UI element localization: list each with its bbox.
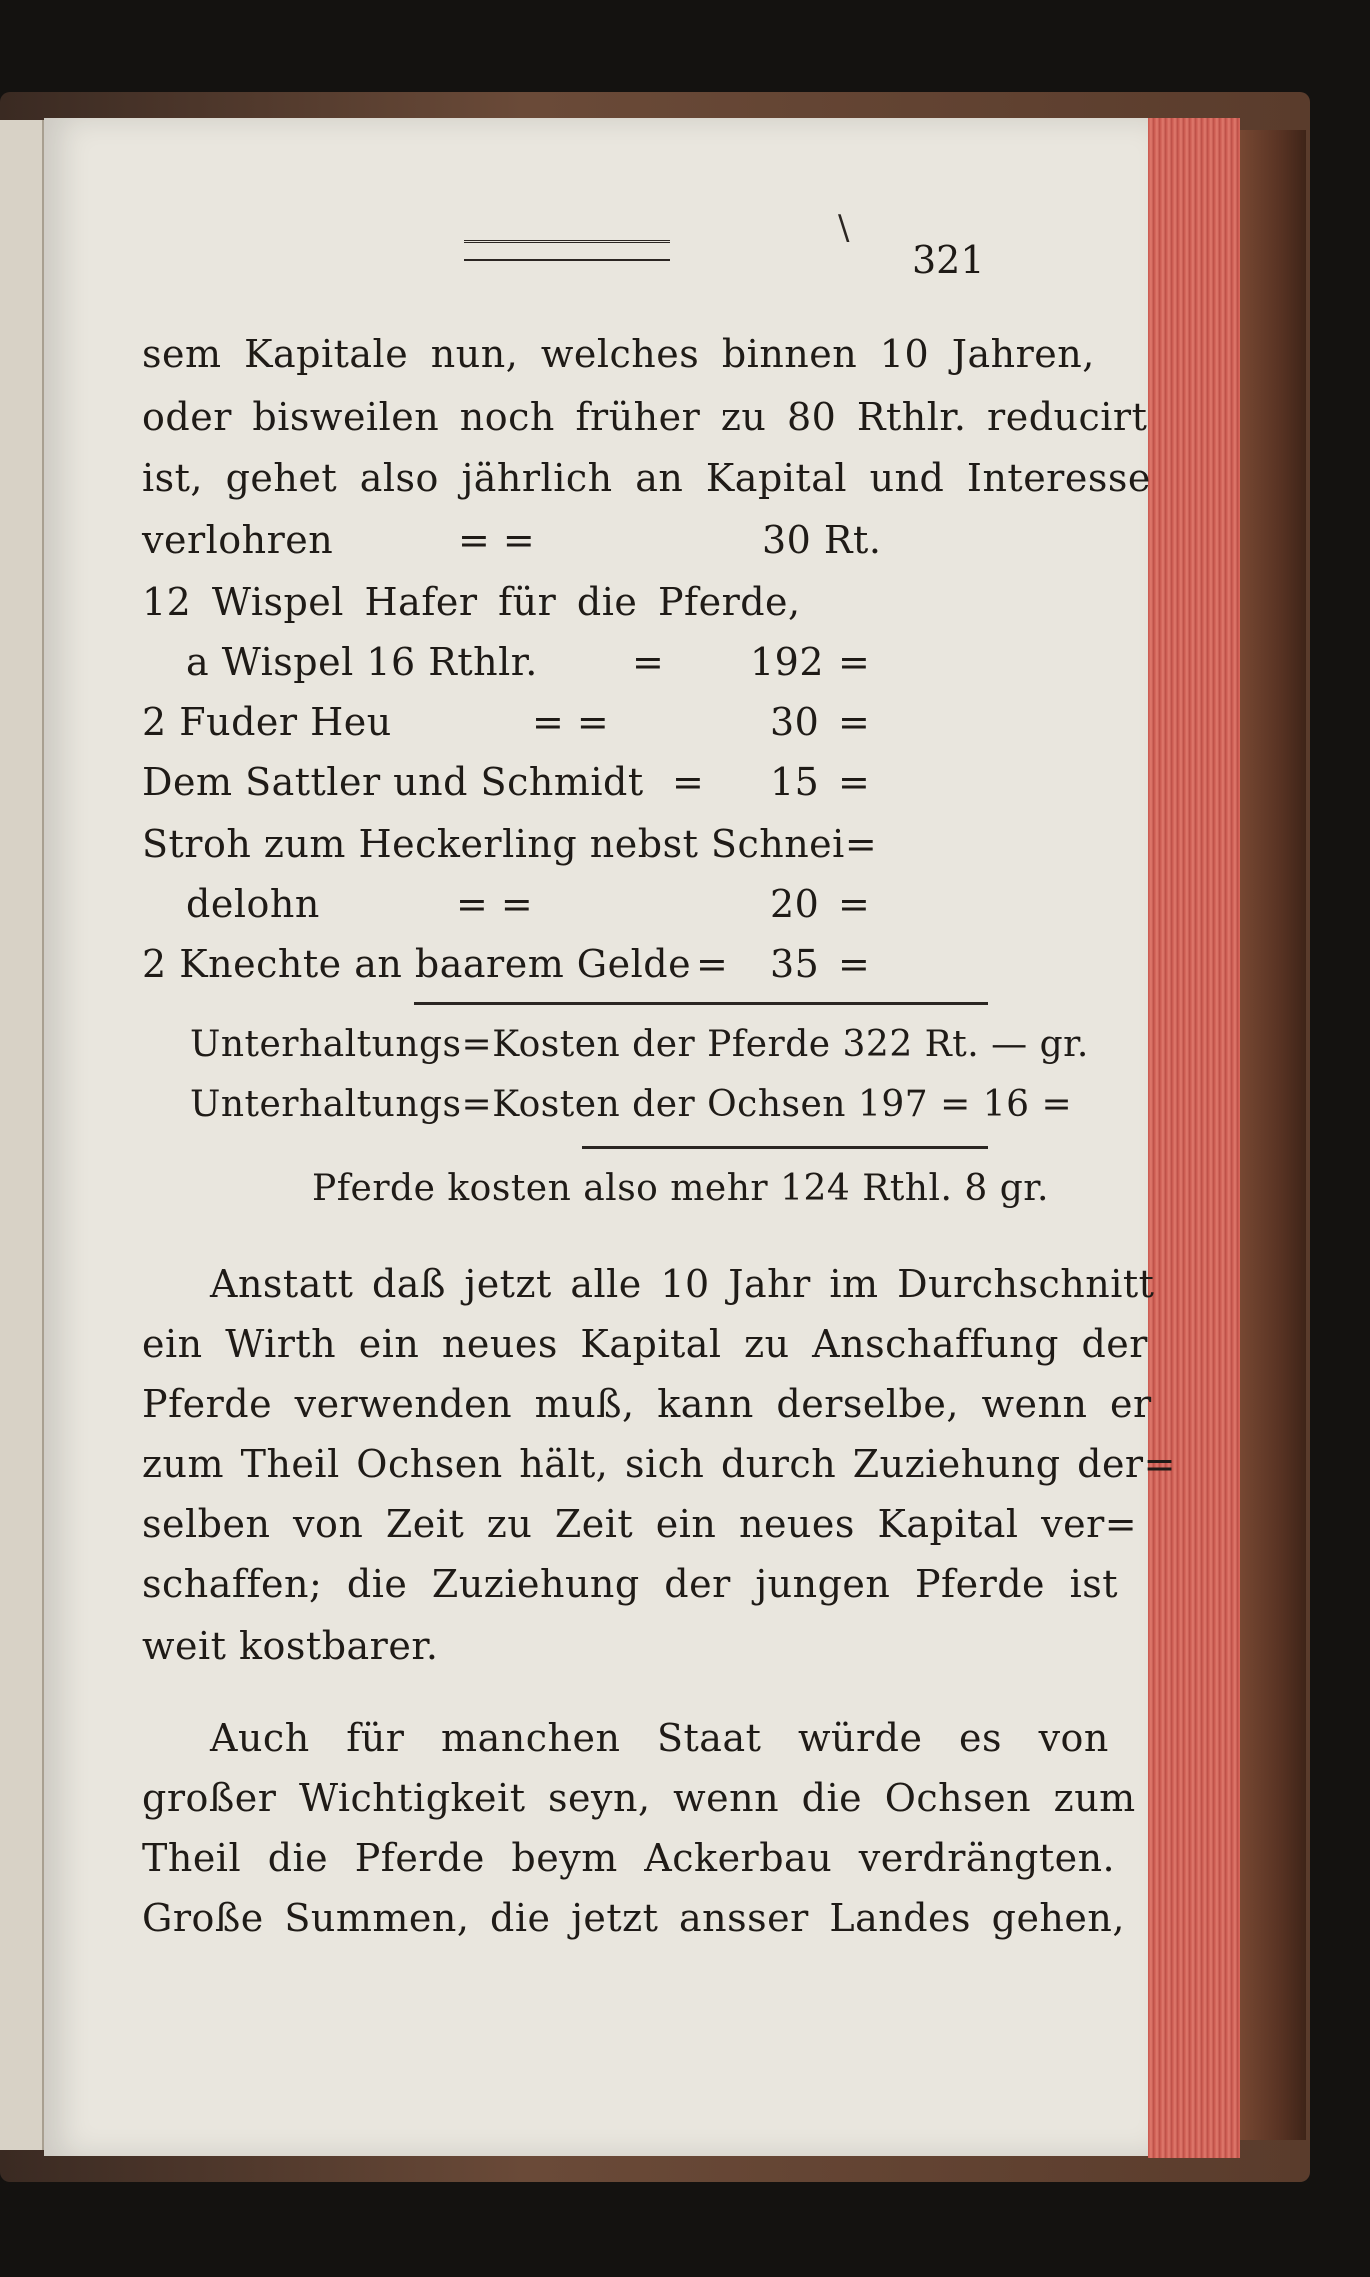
table-row-label: a Wispel 16 Rthlr. [186, 640, 538, 684]
table-row-dots: = = [532, 700, 610, 744]
table-row-dots: = = [456, 882, 534, 926]
table-row-label: delohn [186, 882, 320, 926]
table-row-label: 2 Knechte an baarem Gelde [142, 942, 692, 986]
binding-edge [1236, 130, 1306, 2140]
header-ornament [464, 240, 670, 261]
text-line: zum Theil Ochsen hält, sich durch Zuziehung der= [142, 1442, 1176, 1486]
table-row-unit: = [838, 700, 871, 744]
table-row-amount: 15 [770, 760, 820, 804]
margin-mark: \ [838, 208, 850, 248]
total-horses: Unterhaltungs=Kosten der Pferde 322 Rt. — gr. [190, 1024, 1089, 1065]
difference-rule [582, 1146, 988, 1149]
table-row-label: 12 Wispel Hafer für die Pferde, [142, 580, 801, 624]
table-row-amount: 30 Rt. [762, 518, 882, 562]
text-line: weit kostbarer. [142, 1624, 439, 1668]
page-number: 321 [912, 238, 985, 282]
table-row-label: Stroh zum Heckerling nebst Schnei= [142, 822, 878, 866]
table-row-dots: = [632, 640, 665, 684]
text-line: sem Kapitale nun, welches binnen 10 Jahren, [142, 332, 1095, 376]
table-row-amount: 35 [770, 942, 820, 986]
text-line: großer Wichtigkeit seyn, wenn die Ochsen zum [142, 1776, 1136, 1820]
difference-line: Pferde kosten also mehr 124 Rthl. 8 gr. [312, 1168, 1049, 1209]
red-page-edges [1148, 118, 1240, 2158]
text-line: ist, gehet also jährlich an Kapital und Interesse [142, 456, 1151, 500]
table-row-label: 2 Fuder Heu [142, 700, 392, 744]
text-line: oder bisweilen noch früher zu 80 Rthlr. reducirt [142, 395, 1148, 439]
text-line: Anstatt daß jetzt alle 10 Jahr im Durchschnitt [210, 1262, 1155, 1306]
text-line: Theil die Pferde beym Ackerbau verdrängten. [142, 1836, 1116, 1880]
table-row-label: Dem Sattler und Schmidt [142, 760, 644, 804]
table-row-unit: = [838, 760, 871, 804]
total-oxen: Unterhaltungs=Kosten der Ochsen 197 = 16 = [190, 1084, 1073, 1125]
table-row-unit: = [838, 640, 871, 684]
text-line: selben von Zeit zu Zeit ein neues Kapital ver= [142, 1502, 1138, 1546]
table-row-amount: 192 [750, 640, 825, 684]
text-line: schaffen; die Zuziehung der jungen Pferde ist [142, 1562, 1119, 1606]
table-row-unit: = [838, 882, 871, 926]
table-row-dots: = [696, 942, 729, 986]
table-row-amount: 30 [770, 700, 820, 744]
sum-rule [414, 1002, 988, 1005]
text-line: ein Wirth ein neues Kapital zu Anschaffung der [142, 1322, 1148, 1366]
table-row-dots: = [672, 760, 705, 804]
facing-page-edge [0, 120, 44, 2150]
text-line: Auch für manchen Staat würde es von [210, 1716, 1109, 1760]
table-row-label: verlohren [142, 518, 334, 562]
text-line: Pferde verwenden muß, kann derselbe, wenn er [142, 1382, 1152, 1426]
table-row-dots: = = [458, 518, 536, 562]
text-line: Große Summen, die jetzt ansser Landes gehen, [142, 1896, 1125, 1940]
table-row-amount: 20 [770, 882, 820, 926]
table-row-unit: = [838, 942, 871, 986]
